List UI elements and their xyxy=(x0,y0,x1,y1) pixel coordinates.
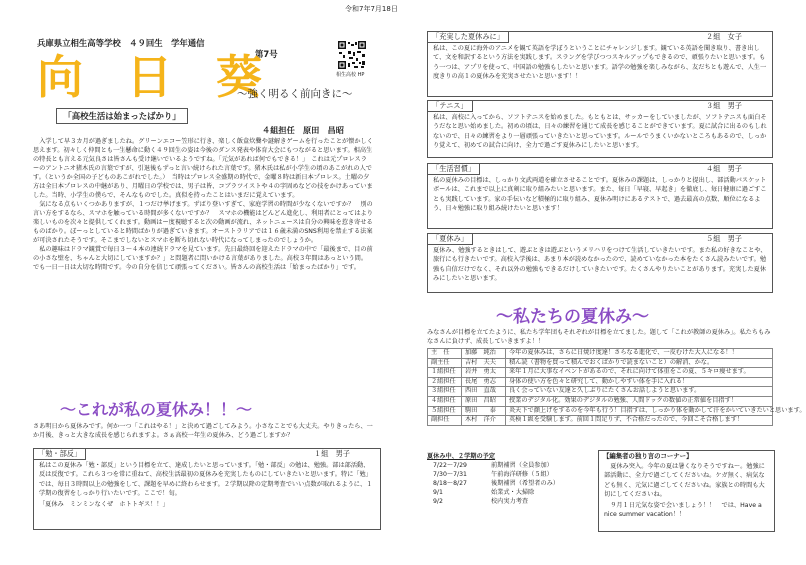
box-label: 「夏休み」 xyxy=(427,233,473,245)
teacher-goals-table xyxy=(427,348,806,426)
staff-goal: 授業のデジタル化。効果のデジタルの勉強、人間ドックの数値の正常値を目指す！ xyxy=(506,396,773,406)
staff-goal: 炎天下で顔上げをするのを今年も行う！目指すは、しっかり体を動かして汗をかいていきたいと思います。 xyxy=(506,406,773,416)
issue-date: 令和7年7月18日 xyxy=(345,5,398,13)
box-author: ２組 女子 xyxy=(706,32,742,41)
schedule-item xyxy=(433,461,593,470)
schedule-date: 9/1 xyxy=(433,489,443,496)
staff-name: 加藤 純治 xyxy=(462,349,506,359)
article-author: ４組担任 原田 昌昭 xyxy=(262,125,344,135)
student-box-class5 xyxy=(427,233,773,293)
newsletter-subtitle: ～強く明るく前向きに～ xyxy=(237,88,353,100)
staff-name: 吉村 夫夫 xyxy=(462,358,506,368)
box-label: 「テニス」 xyxy=(427,100,473,112)
staff-role: ３組担任 xyxy=(428,387,462,397)
schedule-item xyxy=(433,488,593,497)
article-body xyxy=(33,137,373,389)
schedule-date: 9/2 xyxy=(433,498,443,505)
title-char-3: 葵 xyxy=(216,50,262,104)
schedule-event: 午前海洋研修（５組） xyxy=(491,471,553,478)
staff-role: 主 任 xyxy=(428,349,462,359)
schedule-date: 7/22～7/29 xyxy=(433,462,467,469)
qr-code[interactable] xyxy=(337,40,367,70)
box-label: 「充実した夏休みに」 xyxy=(427,31,509,43)
staff-goal: 来年１月に大事なイベントがあるので、それに向けて体重をこの夏、５キロ痩せます。 xyxy=(506,368,773,378)
newsletter-title xyxy=(37,50,262,104)
staff-goal: 今年の夏休みは、さらに日焼け度達！さらなる進化で、一皮むけた大人になる！！ xyxy=(506,349,773,359)
schedule-date: 8/18～8/27 xyxy=(433,480,467,487)
title-char-1: 向 xyxy=(37,50,83,104)
staff-goal: 良く会っていない友達と久しぶりにたくさんお話しようと思います。 xyxy=(506,387,773,397)
box-label: 「勉・部反」 xyxy=(33,448,86,460)
staff-goal: 積ん読（書物を買って積んでおくばかりで読まないこと）の解消、かな。 xyxy=(506,358,773,368)
section-heading-my-summer: ～これが私の夏休み！！～ xyxy=(60,400,253,419)
box-author: １組 男子 xyxy=(314,449,350,458)
box-author: ４組 男子 xyxy=(706,164,742,173)
staff-name: 岩井 勇太 xyxy=(462,368,506,378)
box-body: 私の夏休みの目標は、しっかり文武両道を確立させることです。夏休みの課題は、しっかりと提出し、部活動バスケットボールは、これまで以上に真剣に取り組みたいと思います。また、毎日「早寝、早起き」を徹底し、毎日健康に過ごすことも実践しています。家の手伝いなど積極的に取り組み、夏休み明けにあるテストで、過去最高の点数、順位になるよう、日々勉強に取り組み続けたいと思います！ xyxy=(433,177,767,212)
staff-goal: 身体の使い方を色々と研究して、動かしやすい体を手に入れる！ xyxy=(506,377,773,387)
article-paragraph: 私の趣味はドラマ観賞で毎日３～４本の連続ドラマを見ています。先日最終回を迎えたドラマの中で「最後まで、目の前の小さな壁を、ちゃんと大切にしていますか？」と問題者に問いかける言葉がありました。高校３年間はあっという間。でも一日一日は大切な時間です。今の自分を信じて頑張ってください。皆さんの高校生活は「始まったばかり」です。 xyxy=(33,246,373,271)
teacher-row xyxy=(428,387,773,397)
schedule-title: 夏休み中、２学期の予定 xyxy=(427,453,496,460)
editor-body: 夏休み突入。今年の夏は暑くなりそうですね～。勉強に部活動に、全力で過ごしてくださいね。ケガ無く、病気なども無く、元気に過ごしてくださいね。家族との時間も大切にしてくださいね。 xyxy=(604,463,765,498)
editor-corner xyxy=(598,450,775,532)
box-body: 夏休み、勉強するときはして、遊ぶときは遊ぶというメリハリをつけて生活していきたいです。また私の好きなことや、旅行にも行きたいです。高校入学後は、あまり本が読めなかったので、読めていなかった本をたくさん読みたいです。勉強も自信だけでなく、それ以外の勉強もできるだけしていきたいです。たくさんやりたいことがあります。充実した夏休みにしたいと思います。 xyxy=(433,247,767,282)
schedule-event: 後期補習（希望者のみ） xyxy=(491,480,560,487)
staff-role: 副主任 xyxy=(428,358,462,368)
school-name: 兵庫県立相生高等学校 ４９回生 学年通信 xyxy=(37,38,205,48)
staff-name: 西田 直哉 xyxy=(462,387,506,397)
student-box-class4 xyxy=(427,163,773,229)
teacher-row xyxy=(428,406,773,416)
staff-role: ５組担任 xyxy=(428,406,462,416)
issue-number: 第7号 xyxy=(255,49,278,59)
staff-role: ２組担任 xyxy=(428,377,462,387)
article-paragraph: 入学して早３カ月が過ぎましたね。グリーンエコー笠形に行き、楽しく飯盒炊爨や謎解きゲームを行ったことが懐かしく思えます。初々しく仲間とも一生懸命に動く４９回生の姿は今後のダンス発表や体育大会にもつながると思います。相高生の特長とも言える元気良さは皆さんも受け継いでいるようですね。「元気があれば何でもできる！」 これは元プロレスラーのアントニオ猪木氏の言葉ですが、引退後もずっと言い続けられた言葉です。猪木氏は私が小学生の頃のあこがれの人です。（というか全国の子どものあこがれでした。） 当時はプロレス全盛期の時代で、金曜８時は新日本プロレス。土曜の夕方は全日本プロレスの中継があり、月曜日の学校では、男子は皆、コブラツイストや４の字固めなどの技をかけあっていました。当時、小学生の僕らで、そんなものでした。真似を持ったことはいまだに覚えています。 xyxy=(33,138,373,199)
section-heading-our-summer: ～私たちの夏休み～ xyxy=(496,307,649,327)
teacher-row xyxy=(428,396,773,406)
schedule-date: 7/30～7/31 xyxy=(433,471,467,478)
schedule-item xyxy=(433,497,593,506)
box-body: 私は、高校に入ってから、ソフトテニスを始めました。もともとは、サッカーをしていましたが、ソフトテニスも面白そうだなと思い始めました。初めの頃は、日々の練習を通じて成長を感じることができています。夏に試合に出るのもしれないので、日々の練習をより一層頑張っていきたいと思っています。ルールでうまくいかないところもあるので、しっかり覚えて、初めての試合に向け、全力で過ごす夏休みにしたいと思います。 xyxy=(433,114,767,149)
schedule-event: 始業式・大掃除 xyxy=(491,489,535,496)
staff-name: 原田 昌昭 xyxy=(462,396,506,406)
qr-label: 相生高校 HP xyxy=(336,72,365,78)
schedule-event: 前期補習（全員参加） xyxy=(491,462,553,469)
staff-role: ４組担任 xyxy=(428,396,462,406)
student-box-class2 xyxy=(427,31,773,97)
student-box-class1 xyxy=(33,448,381,530)
teacher-row xyxy=(428,349,773,359)
box-body: 私は、この夏に海外のアニメを観て英語を学ぼうということにチャレンジします。観ている英語を聞き取り、書き出して、文を和訳するという方法を実践します。スラングを学びつつスキルアップもできるので、頑張りたいと思います。もう一つは、アプリを使って、中国語の勉強もしたいと思います。語学の勉強を楽しみながら、友だちとも遊んで、人生一度きりの高１の夏休みを充実させたいと思います！！ xyxy=(433,45,767,80)
staff-name: 長尾 勇志 xyxy=(462,377,506,387)
teacher-row xyxy=(428,377,773,387)
section-intro: さあ明日から夏休みです。何か一つ「これはやる！」と決めて過ごしてみよう。小さなことでも大丈夫。やりきったら、一か月後、きっと大きな成長を感じられますよ。さぁ高校一年生の夏休み、どう過ごしますか？ xyxy=(33,423,373,439)
teacher-row xyxy=(428,358,773,368)
box-footer: 「夏休み ミンミンなくぜ ホトトギス！！」 xyxy=(39,501,169,509)
editor-title: 【編集者の独り言のコーナー】 xyxy=(603,452,693,460)
staff-name: 木村 洋介 xyxy=(462,416,506,426)
title-char-2: 日 xyxy=(126,50,173,104)
schedule-event: 校内実力考査 xyxy=(491,498,529,505)
box-body: 私はこの夏休み「勉・部反」という目標を立て、達成したいと思っています。「勉・部反」の勉は、勉強。部は部活動、反は反復です。これら３つを常に重ねて、高校生活最初の夏休みを充実したものにしていきたいと思います。特に「勉」では、毎日３時間以上の勉強をして、課題を早めに終わらせます。２学期以降の定期考査でいい点数が取れるように、１学期の復習をしっかり行いたいです。ここで！旬。 xyxy=(39,462,373,497)
section2-intro: みなさんが目標を立てたように、私たち学年団もそれぞれが目標を立てました。題して「これが教師の夏休み」。私たちもみなさんに負けず、成長していきますよ！！ xyxy=(427,329,771,345)
teacher-row xyxy=(428,416,773,426)
article-paragraph: 気になる点もいくつかありますが、１つだけ挙げます。ずばり登いすぎて、家庭学習の時間が少なくないですか？ 別の言い方をするなら、スマホを触っている時間が多くないですか？ スマホの機能はどんどん進化し、利用者にとってはより楽しいものを次々と提供してくれます。動画はー度視聴すると次の動画が流れ、ネットニュースは自分の興味を惹き寄せるものばかり。ぼーっとしていると時間ばかりが過ぎていきます。オーストラリアでは１６歳未満のSNS利用を禁止する法案が可決されたそうです。そこまでしないとスマホを断ち切れない時代になってしまったのでしょうか。 xyxy=(33,201,373,244)
staff-role: 副担任 xyxy=(428,416,462,426)
staff-goal: 英検１級を受験します。前回１問足りず、不合格だったので、今回こそ合格します！ xyxy=(506,416,773,426)
staff-name: 駒田 泰 xyxy=(462,406,506,416)
staff-role: １組担任 xyxy=(428,368,462,378)
box-label: 「生活習慣」 xyxy=(427,163,480,175)
student-box-class3 xyxy=(427,100,773,158)
teacher-row xyxy=(428,368,773,378)
box-author: ３組 男子 xyxy=(706,101,742,110)
article-title: 「高校生活は始まったばかり」 xyxy=(56,108,188,124)
schedule-list xyxy=(433,461,593,506)
editor-footer: ９月１日元気な姿で会いましょう！！ では、Have a nice summer vacation！！ xyxy=(604,502,762,519)
box-author: ５組 男子 xyxy=(706,234,742,243)
schedule-item xyxy=(433,479,593,488)
schedule-item xyxy=(433,470,593,479)
